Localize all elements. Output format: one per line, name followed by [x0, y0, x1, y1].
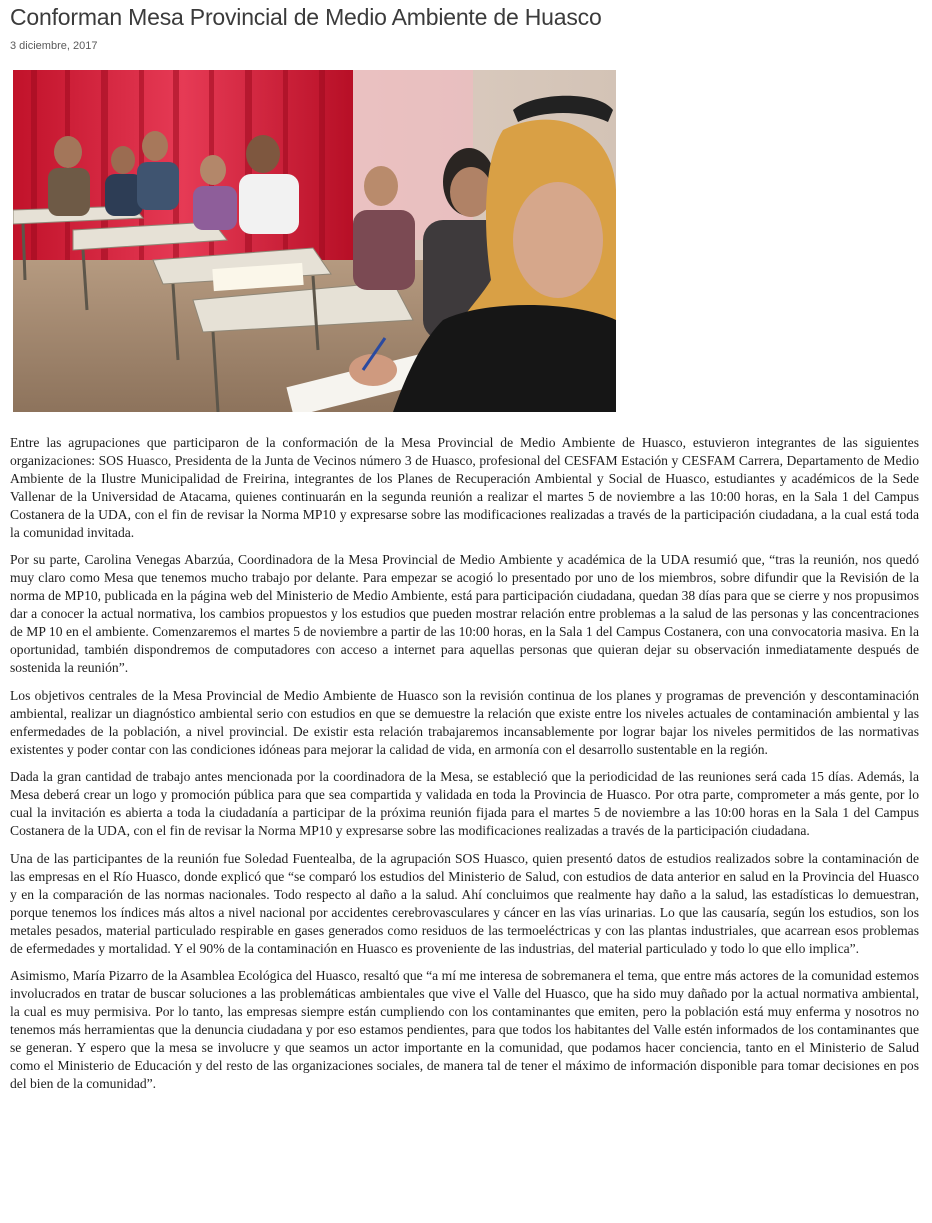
- paragraph: Entre las agrupaciones que participaron de la conformación de la Mesa Provincial de Medio Ambiente de Huasco, estuvieron integrantes de las siguientes organizaciones: SOS Huasco, Presidenta de la Junta de Vecinos número 3 de Huasco, profesional del CESFAM Estación y CESFAM Carrera, Departamento de Medio Ambiente de la Ilustre Municipalidad de Freirina, integrantes de los Planes de Recuperación Ambiental y Social de Huasco, estudiantes y académicos de la Sede Vallenar de la Universidad de Atacama, quienes continuarán en la segunda reunión a realizar el martes 5 de noviembre a las 10:00 horas, en la Sala 1 del Campus Costanera de la UDA, con el fin de revisar la Norma MP10 y expresarse sobre las modificaciones realizadas a través de la participación ciudadana, a la cual está toda la comunidad invitada.: [10, 435, 919, 540]
- paragraph: Asimismo, María Pizarro de la Asamblea Ecológica del Huasco, resaltó que “a mí me interesa de sobremanera el tema, que entre más actores de la comunidad estemos involucrados en tratar de buscar soluciones a las problemáticas ambientales que vive el Valle del Huasco, que ha sido muy dañado por la actual normativa ambiental, la cual es muy permisiva. Por lo tanto, las empresas siempre están cumpliendo con los contaminantes que emiten, pero la población está muy enferma y nosotros no tenemos más herramientas que la denuncia ciudadana y por eso estamos pendientes, para que todos los habitantes del Valle estén informados de los contaminantes que se generan. Y espero que la mesa se involucre y que seamos un actor importante en la comunidad, que podamos hacer conciencia, tanto en el Ministerio de Salud como el Ministerio de Educación y del resto de las organizaciones sociales, de manera tal de tener el máximo de información disponible para tomar decisiones en pos del bien de la comunidad”.: [10, 968, 919, 1091]
- article: [10, 0, 919, 1103]
- paragraph: Los objetivos centrales de la Mesa Provincial de Medio Ambiente de Huasco son la revisión continua de los planes y programas de prevención y descontaminación ambiental, realizar un diagnóstico ambiental serio con estudios en que se demuestre la relación que existe entre los niveles actuales de contaminación ambiental y las enfermedades de la población, a nivel provincial. De existir esta relación trabajaremos incansablemente por lograr bajar los niveles permitidos de las normativas existentes y poder contar con las condiciones idóneas para mejorar la calidad de vida, en armonía con el desarrollo sustentable en la región.: [10, 687, 919, 757]
- paragraph: Una de las participantes de la reunión fue Soledad Fuentealba, de la agrupación SOS Huasco, quien presentó datos de estudios realizados sobre la contaminación de las empresas en el Río Huasco, donde explicó que “se comparó los estudios del Ministerio de Salud, con estudios de data anterior en salud en la Provincia del Huasco y en la comparación de las normas nacionales. Todo respecto al daño a la salud. Ahí concluimos que realmente hay daño a la salud, las estadísticas lo demuestran, porque tenemos los índices más altos a nivel nacional por accidentes cerebrovasculares y cáncer en las vías urinarias. Lo que las causaría, según los estudios, son los metales pesados, material particulado respirable en gases generados como residuos de las termoeléctricas y con las plantas industriales, que acarrean esos problemas de efermedades y mortalidad. Y el 90% de la contaminación en Huasco es proveniente de las industrias, del material particulado y todo lo que ello implica”.: [10, 851, 919, 956]
- article-title: Conforman Mesa Provincial de Medio Ambiente de Huasco: [10, 4, 602, 30]
- article-date: 3 diciembre, 2017: [10, 40, 98, 52]
- article-body: [10, 434, 919, 1093]
- paragraph: Por su parte, Carolina Venegas Abarzúa, Coordinadora de la Mesa Provincial de Medio Ambiente y académica de la UDA resumió que, “tras la reunión, nos quedó muy claro como Mesa que tenemos mucho trabajo por delante. Para empezar se acogió lo presentado por uno de los miembros, sobre difundir que la Revisión de la norma de MP10, publicada en la página web del Ministerio de Medio Ambiente, está para participación ciudadana, quedan 38 días para que se cierre y nos propusimos dar a conocer la actual normativa, los cambios propuestos y los estudios que pueden mostrar relación entre problemas a la salud de las personas y las concentraciones de MP 10 en el ambiente. Comenzaremos el martes 5 de noviembre a partir de las 10:00 horas, en la Sala 1 del Campus Costanera, con una convocatoria masiva. En la oportunidad, también dispondremos de computadores con acceso a internet para aquellas personas que quieran dejar su observación inmediatamente después de sostenida la reunión”.: [10, 552, 919, 675]
- paragraph: Dada la gran cantidad de trabajo antes mencionada por la coordinadora de la Mesa, se estableció que la periodicidad de las reuniones será cada 15 días. Además, la Mesa deberá crear un logo y promoción pública para que sea compartida y validada en toda la Provincia de Huasco. Por otra parte, comprometer a más gente, por lo cual la invitación es abierta a toda la ciudadanía a participar de la próxima reunión fijada para el martes 5 de noviembre a las 10:00 horas en la Sala 1 del Campus Costanera de la UDA, con el fin de revisar la Norma MP10 y expresarse sobre las modificaciones realizadas a través de la participación ciudadana.: [10, 769, 919, 839]
- article-photo: [13, 70, 616, 412]
